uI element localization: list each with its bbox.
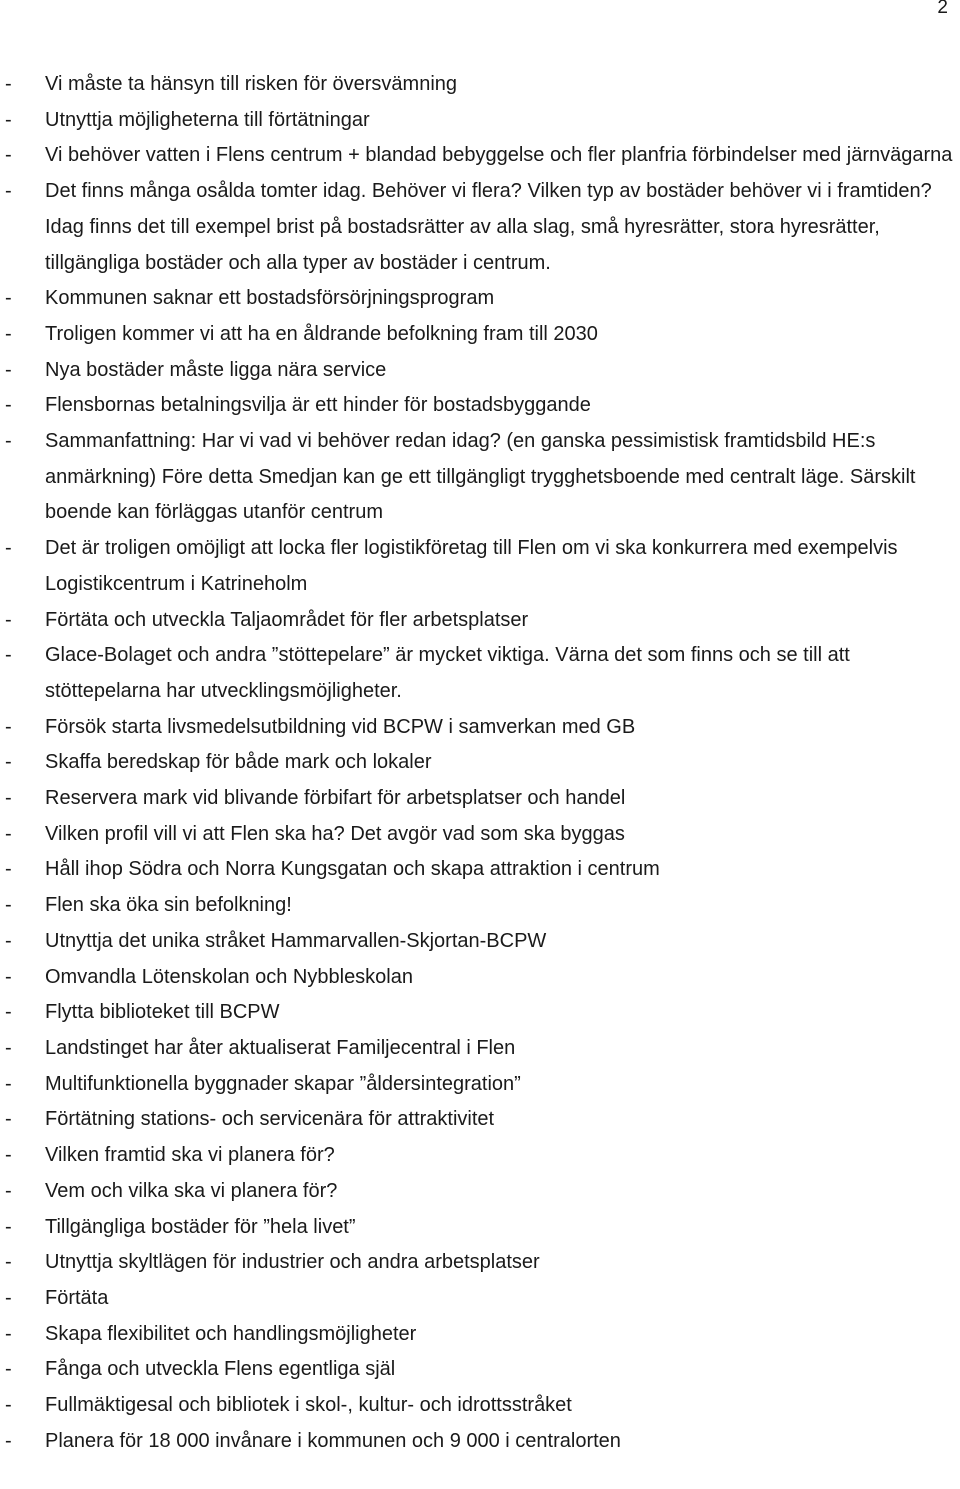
list-item-text: Sammanfattning: Har vi vad vi behöver redan idag? (en ganska pessimistisk framtidsbild HE:s anmärkning) Före detta Smedjan kan ge ett tillgängligt trygghetsboende med centralt läge. Särskilt boende kan förläggas utanför centrum: [45, 430, 916, 524]
dash-bullet: -: [5, 751, 12, 774]
dash-bullet: -: [5, 894, 12, 917]
list-item-text: Fullmäktigesal och bibliotek i skol-, kultur- och idrottsstråket: [45, 1394, 572, 1417]
list-item-text: Multifunktionella byggnader skapar ”åldersintegration”: [45, 1072, 521, 1095]
dash-bullet: -: [5, 1286, 12, 1309]
list-item: [0, 281, 960, 317]
list-item: [0, 1067, 960, 1103]
dash-bullet: -: [5, 1036, 12, 1059]
list-item-text: Vi behöver vatten i Flens centrum + blandad bebyggelse och fler planfria förbindelser med järnvägarna: [45, 144, 953, 167]
list-item-text: Vi måste ta hänsyn till risken för översvämning: [45, 73, 458, 95]
list-item: [0, 603, 960, 639]
dash-bullet: -: [5, 1108, 12, 1131]
list-item-text: Vilken framtid ska vi planera för?: [45, 1144, 335, 1167]
page-number: 2: [937, 0, 948, 18]
list-item-text: Tillgängliga bostäder för ”hela livet”: [45, 1215, 356, 1238]
list-item: [0, 710, 960, 746]
dash-bullet: -: [5, 180, 12, 203]
bullet-list: [0, 67, 960, 1459]
list-item-text: Försök starta livsmedelsutbildning vid BCPW i samverkan med GB: [45, 715, 636, 738]
list-item-text: Landstinget har åter aktualiserat Familjecentral i Flen: [45, 1036, 516, 1059]
list-item-text: Förtätning stations- och servicenära för attraktivitet: [45, 1108, 495, 1131]
list-item-text: Vem och vilka ska vi planera för?: [45, 1179, 338, 1202]
dash-bullet: -: [5, 1215, 12, 1238]
list-item: [0, 138, 960, 174]
list-item: [0, 745, 960, 781]
dash-bullet: -: [5, 787, 12, 810]
dash-bullet: -: [5, 430, 12, 453]
dash-bullet: -: [5, 1358, 12, 1381]
list-item: [0, 888, 960, 924]
list-item: [0, 638, 960, 709]
dash-bullet: -: [5, 73, 12, 95]
list-item-text: Håll ihop Södra och Norra Kungsgatan och skapa attraktion i centrum: [45, 858, 660, 881]
list-item-text: Flytta biblioteket till BCPW: [45, 1001, 280, 1024]
list-item-text: Fånga och utveckla Flens egentliga själ: [45, 1358, 396, 1381]
list-item: [0, 817, 960, 853]
list-item-text: Det är troligen omöjligt att locka fler logistikföretag till Flen om vi ska konkurrera med exempelvis Logistikcentrum i Katrineholm: [45, 537, 898, 595]
dash-bullet: -: [5, 1001, 12, 1024]
list-item: [0, 1352, 960, 1388]
list-item: [0, 781, 960, 817]
dash-bullet: -: [5, 965, 12, 988]
list-item-text: Utnyttja det unika stråket Hammarvallen-Skjortan-BCPW: [45, 929, 547, 952]
list-item-text: Skapa flexibilitet och handlingsmöjligheter: [45, 1322, 417, 1345]
list-item: [0, 1102, 960, 1138]
list-item: [0, 67, 960, 103]
list-item: [0, 1388, 960, 1424]
dash-bullet: -: [5, 358, 12, 381]
list-item-text: Nya bostäder måste ligga nära service: [45, 358, 387, 381]
dash-bullet: -: [5, 715, 12, 738]
list-item: [0, 1281, 960, 1317]
list-item: [0, 1210, 960, 1246]
dash-bullet: -: [5, 322, 12, 345]
dash-bullet: -: [5, 858, 12, 881]
dash-bullet: -: [5, 144, 12, 167]
list-item-text: Kommunen saknar ett bostadsförsörjningsprogram: [45, 287, 495, 310]
list-item-text: Utnyttja skyltlägen för industrier och andra arbetsplatser: [45, 1251, 540, 1274]
list-item-text: Förtäta: [45, 1286, 109, 1309]
list-item-text: Reservera mark vid blivande förbifart för arbetsplatser och handel: [45, 787, 626, 810]
dash-bullet: -: [5, 394, 12, 417]
dash-bullet: -: [5, 1251, 12, 1274]
dash-bullet: -: [5, 1394, 12, 1417]
list-item: [0, 424, 960, 531]
list-item-text: Planera för 18 000 invånare i kommunen och 9 000 i centralorten: [45, 1429, 621, 1452]
list-item-text: Det finns många osålda tomter idag. Behöver vi flera? Vilken typ av bostäder behöver vi i framtiden? Idag finns det till exempel brist på bostadsrätter av alla slag, små hyresrätter, stora hyresrätter, tillgängliga bostäder och alla typer av bostäder i centrum.: [45, 180, 932, 274]
list-item: [0, 1245, 960, 1281]
list-item-text: Skaffa beredskap för både mark och lokaler: [45, 751, 432, 774]
list-item: [0, 1031, 960, 1067]
list-item-text: Vilken profil vill vi att Flen ska ha? Det avgör vad som ska byggas: [45, 822, 625, 845]
list-item: [0, 852, 960, 888]
list-item-text: Omvandla Lötenskolan och Nybbleskolan: [45, 965, 413, 988]
list-item-text: Troligen kommer vi att ha en åldrande befolkning fram till 2030: [45, 322, 598, 345]
list-item: [0, 924, 960, 960]
list-item: [0, 353, 960, 389]
list-item: [0, 317, 960, 353]
dash-bullet: -: [5, 822, 12, 845]
dash-bullet: -: [5, 537, 12, 560]
list-item: [0, 388, 960, 424]
list-item: [0, 995, 960, 1031]
dash-bullet: -: [5, 1429, 12, 1452]
dash-bullet: -: [5, 644, 12, 667]
list-item-text: Flen ska öka sin befolkning!: [45, 894, 292, 917]
list-item: [0, 1174, 960, 1210]
dash-bullet: -: [5, 108, 12, 131]
list-item-text: Flensbornas betalningsvilja är ett hinder för bostadsbyggande: [45, 394, 591, 417]
list-item: [0, 1317, 960, 1353]
dash-bullet: -: [5, 1179, 12, 1202]
dash-bullet: -: [5, 287, 12, 310]
list-item: [0, 1424, 960, 1460]
list-item: [0, 103, 960, 139]
list-item: [0, 1138, 960, 1174]
list-item: [0, 960, 960, 996]
dash-bullet: -: [5, 1144, 12, 1167]
list-item-text: Utnyttja möjligheterna till förtätningar: [45, 108, 370, 131]
list-item-text: Glace-Bolaget och andra ”stöttepelare” är mycket viktiga. Värna det som finns och se till att stöttepelarna har utvecklingsmöjligheter.: [45, 644, 850, 702]
list-item: [0, 174, 960, 281]
dash-bullet: -: [5, 608, 12, 631]
dash-bullet: -: [5, 1072, 12, 1095]
dash-bullet: -: [5, 1322, 12, 1345]
dash-bullet: -: [5, 929, 12, 952]
list-item-text: Förtäta och utveckla Taljaområdet för fler arbetsplatser: [45, 608, 529, 631]
list-item: [0, 531, 960, 602]
